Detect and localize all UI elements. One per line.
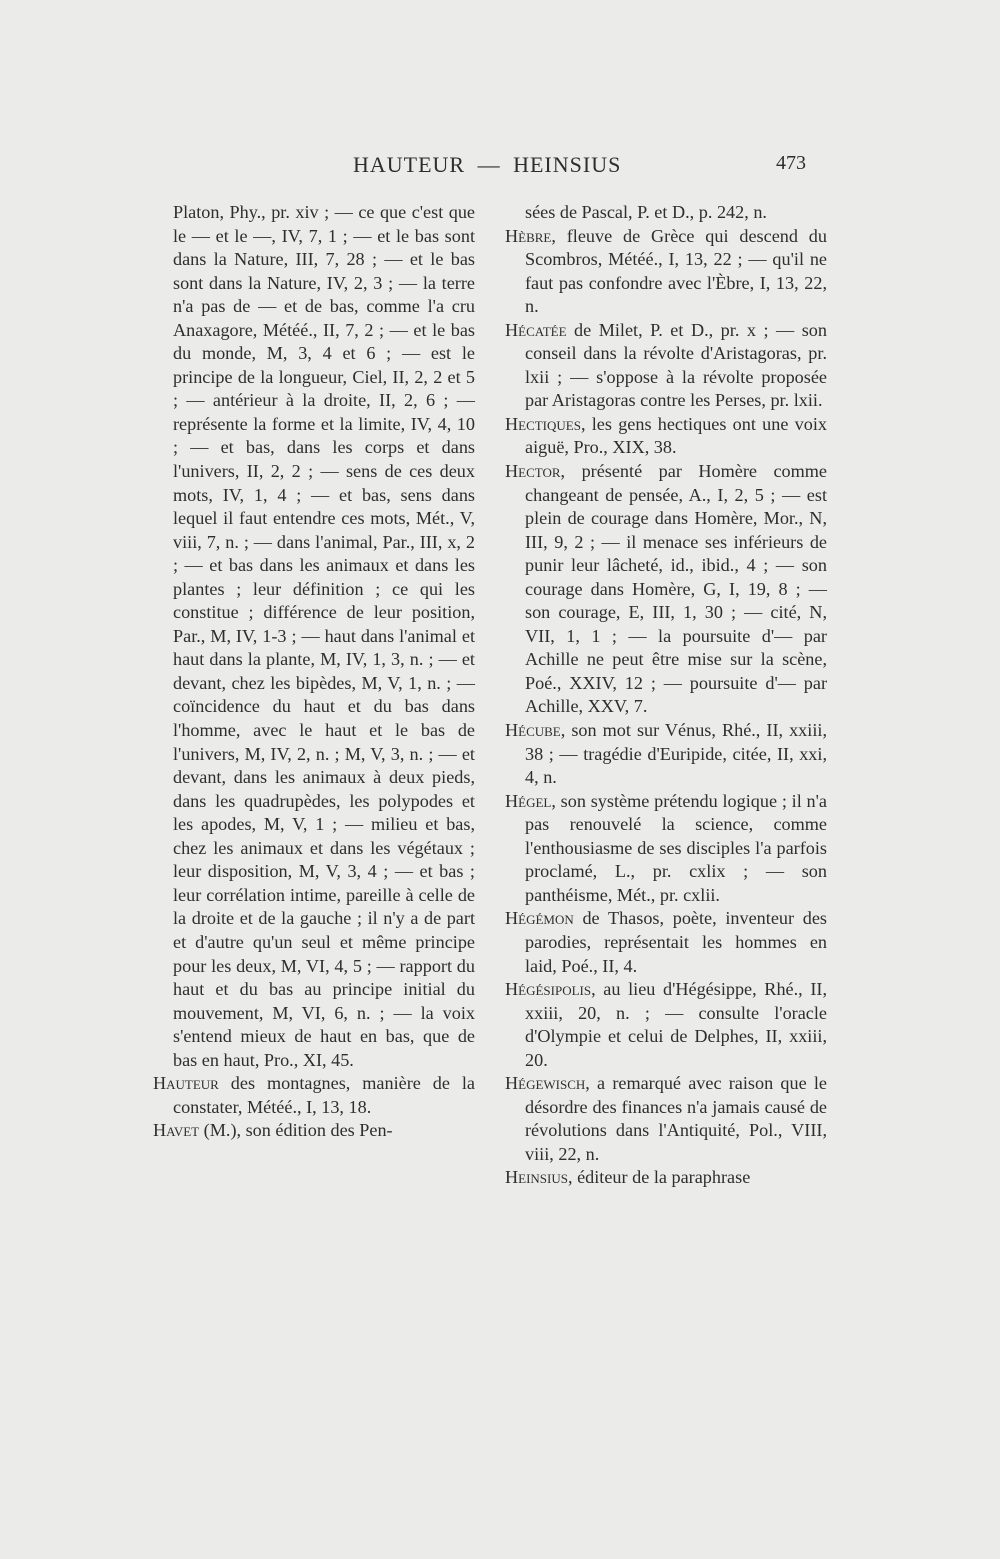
entry-text: , présenté par Homère comme changeant de pensée, A., I, 2, 5 ; — est plein de courage dans Homère, Mor., N, III, 9, 2 ; — il menace ses inférieurs de punir leur lâcheté, id., ibid., 4 ; — son courage dans Homère, G, I, 19, 8 ; — son courage, E, III, 1, 30 ; — cité, N, VII, 1, 1 ; — la poursuite d'— par Achille ne peut être mise sur la scène, Poé., XXIV, 12 ; — poursuite d'— par Achille, XXV, 7. (525, 461, 827, 717)
entry-text: , les gens hectiques ont une voix aiguë, Pro., XIX, 38. (525, 413, 827, 458)
page-title: HAUTEUR — HEINSIUS (353, 152, 622, 177)
index-entry (505, 790, 827, 908)
entry-text: , son système prétendu logique ; il n'a pas renouvelé la science, comme l'enthousiasme de ses disciples l'a parfois proclamé, L., pr. cxlix ; — son panthéisme, Mét., pr. cxlii. (525, 790, 827, 905)
entry-text: sées de Pascal, P. et D., p. 242, n. (525, 202, 767, 222)
running-head (0, 152, 1000, 188)
index-entry (153, 201, 475, 1072)
index-entry (153, 1119, 475, 1143)
index-entry (505, 1166, 827, 1190)
entry-headword: Hécube (505, 720, 561, 741)
index-entry (505, 719, 827, 790)
entry-headword: Hégésipolis (505, 979, 592, 1000)
index-entry (505, 907, 827, 978)
entry-headword: Havet (153, 1120, 200, 1141)
page-number: 473 (776, 152, 806, 174)
right-column (505, 201, 827, 1190)
entry-headword: Hégémon (505, 908, 574, 929)
entry-text: Platon, Phy., pr. xiv ; — ce que c'est que le — et le —, IV, 7, 1 ; — et le bas sont dans la Nature, III, 7, 28 ; — et le bas sont dans la Nature, IV, 2, 3 ; — la terre n'a pas de — et de bas, comme l'a cru Anaxagore, Météé., II, 7, 2 ; — et le bas du monde, M, 3, 4 et 6 ; — est le principe de la longueur, Ciel, II, 2, 2 et 5 ; — antérieur à la droite, II, 2, 6 ; — représente la forme et la limite, IV, 4, 10 ; — et bas, dans les corps et dans l'univers, II, 2, 2 ; — sens de ces deux mots, IV, 1, 4 ; — et bas, sens dans lequel il faut entendre ces mots, Mét., V, viii, 7, n. ; — dans l'animal, Par., III, x, 2 ; — et bas dans les animaux et dans les plantes ; leur définition ; ce qui les constitue ; différence de leur position, Par., M, IV, 1-3 ; — haut dans l'animal et haut dans la plante, M, IV, 1, 3, n. ; — et devant, chez les bipèdes, M, V, 1, n. ; — coïncidence du haut et du bas dans l'homme, avec le haut et le bas de l'univers, M, IV, 2, n. ; M, V, 3, n. ; — et devant, dans les animaux à deux pieds, dans les quadrupèdes, les polypodes et les apodes, M, V, 1 ; — milieu et bas, chez les animaux et dans les végétaux ; leur disposition, M, V, 3, 4 ; — et bas ; leur corrélation intime, pareille à celle de la droite et de la gauche ; il n'y a de part et d'autre qu'un seul et même principe pour les deux, M, VI, 4, 5 ; — rapport du haut et du bas au principe initial du mouvement, M, VI, 6, n. ; — la voix s'entend mieux de haut en bas, que de bas en haut, Pro., XI, 45. (173, 202, 475, 1070)
index-entry (505, 1072, 827, 1166)
entry-headword: Hégewisch (505, 1073, 586, 1094)
entry-headword: Hectiques (505, 413, 581, 434)
index-entry (505, 201, 827, 225)
entry-text: de Thasos, poète, inventeur des parodies, représentait les hommes en laid, Poé., II, 4. (525, 908, 827, 976)
entry-text: , éditeur de la paraphrase (567, 1167, 751, 1188)
entry-headword: Hector (505, 461, 561, 482)
entry-text: de Milet, P. et D., pr. x ; — son conseil dans la révolte d'Aristagoras, pr. lxii ; — s'oppose à la révolte proposée par Aristagoras contre les Perses, pr. lxii. (525, 319, 827, 411)
entry-headword: Hauteur (153, 1073, 219, 1094)
index-entry (505, 978, 827, 1072)
entry-text: , au lieu d'Hégésippe, Rhé., II, xxiii, 20, n. ; — consulte l'oracle d'Olympie et celui de Delphes, II, xxiii, 20. (525, 979, 827, 1070)
entry-headword: Heinsius (505, 1167, 568, 1188)
entry-headword: Hécatée (505, 319, 567, 340)
entry-text: , fleuve de Grèce qui descend du Scombros, Météé., I, 13, 22 ; — qu'il ne faut pas confondre avec l'Èbre, I, 13, 22, n. (525, 225, 827, 317)
entry-text: , a remarqué avec raison que le désordre des finances n'a jamais causé de révolutions dans l'Antiquité, Pol., VIII, viii, 22, n. (525, 1073, 827, 1164)
entry-headword: Hèbre (505, 225, 552, 246)
entry-text: des montagnes, manière de la constater, Météé., I, 13, 18. (173, 1073, 475, 1117)
index-entry (505, 319, 827, 413)
index-entry (505, 225, 827, 319)
index-entry (153, 1072, 475, 1119)
entry-text: , son mot sur Vénus, Rhé., II, xxiii, 38 ; — tragédie d'Euripide, citée, II, xxi, 4, n. (525, 720, 827, 788)
index-entry (505, 413, 827, 460)
index-entry (505, 460, 827, 719)
entry-headword: Hégel (505, 790, 552, 811)
entry-text: (M.), son édition des Pen- (199, 1120, 393, 1141)
left-column (153, 201, 475, 1143)
